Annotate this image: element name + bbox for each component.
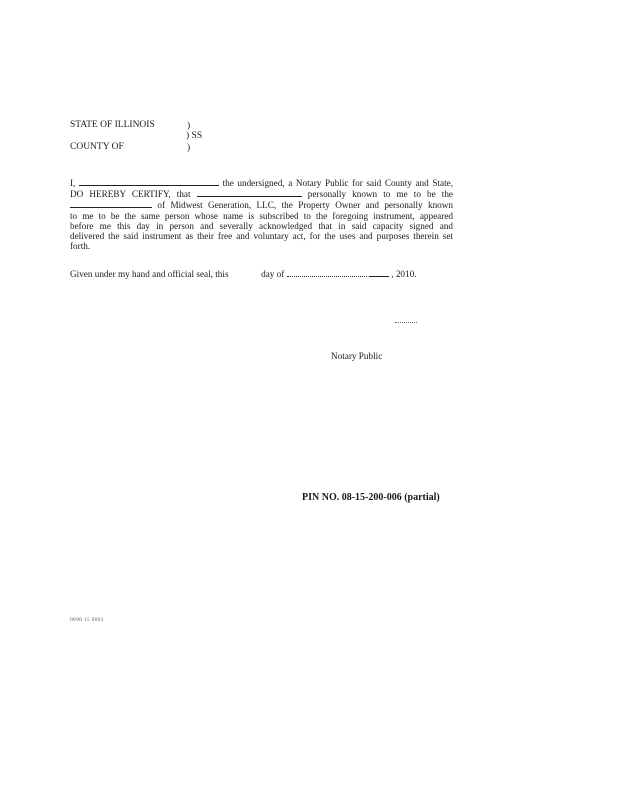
state-label: STATE OF ILLINOIS: [70, 120, 155, 130]
ack-line-4: to me to be the same person whose name is subscribed to the foregoing instrument, appeared: [70, 210, 453, 221]
venue-paren-bottom: ): [187, 143, 191, 153]
ack-line-5: before me this day in person and severally acknowledged that in said capacity signed and: [70, 220, 453, 231]
ack-line-2: [70, 188, 453, 199]
county-label: COUNTY OF: [70, 142, 124, 152]
footer-document-code: 0098 15 0001: [70, 617, 104, 623]
given-under-hand-line: [70, 268, 417, 279]
pin-number: PIN NO. 08-15-200-006 (partial): [302, 492, 440, 503]
ack-line-2-end: personally known to me to be the: [307, 189, 453, 200]
ack-line-7: forth.: [70, 241, 91, 252]
venue-paren-top: ): [187, 121, 191, 131]
name-blank: [79, 177, 219, 186]
ack-line-3: [70, 199, 453, 210]
acknowledgment-paragraph: [70, 177, 453, 251]
ack-line-1-end: the undersigned, a Notary Public for said County and State,: [222, 178, 453, 188]
given-start: Given under my hand and official seal, this: [70, 269, 229, 279]
notary-public-label: Notary Public: [331, 351, 383, 361]
notary-signature-line: [395, 322, 417, 323]
month-blank: [287, 268, 367, 277]
day-blank: [231, 269, 259, 277]
title-blank: [70, 199, 152, 208]
ack-line-1: [70, 177, 453, 188]
ss-label: ) SS: [186, 131, 203, 141]
person-blank: [197, 188, 302, 197]
ack-line-1-start: I,: [70, 178, 76, 188]
ack-line-6: delivered the said instrument as their free and voluntary act, for the uses and purposes therein set: [70, 231, 453, 242]
ack-line-3-end: of Midwest Generation, LLC, the Property Owner and personally known: [157, 200, 453, 211]
given-end: , 2010.: [391, 269, 417, 279]
given-middle: day of: [261, 269, 285, 279]
month-blank-2: [369, 268, 389, 277]
ack-line-2-start: DO HEREBY CERTIFY, that: [70, 189, 191, 200]
